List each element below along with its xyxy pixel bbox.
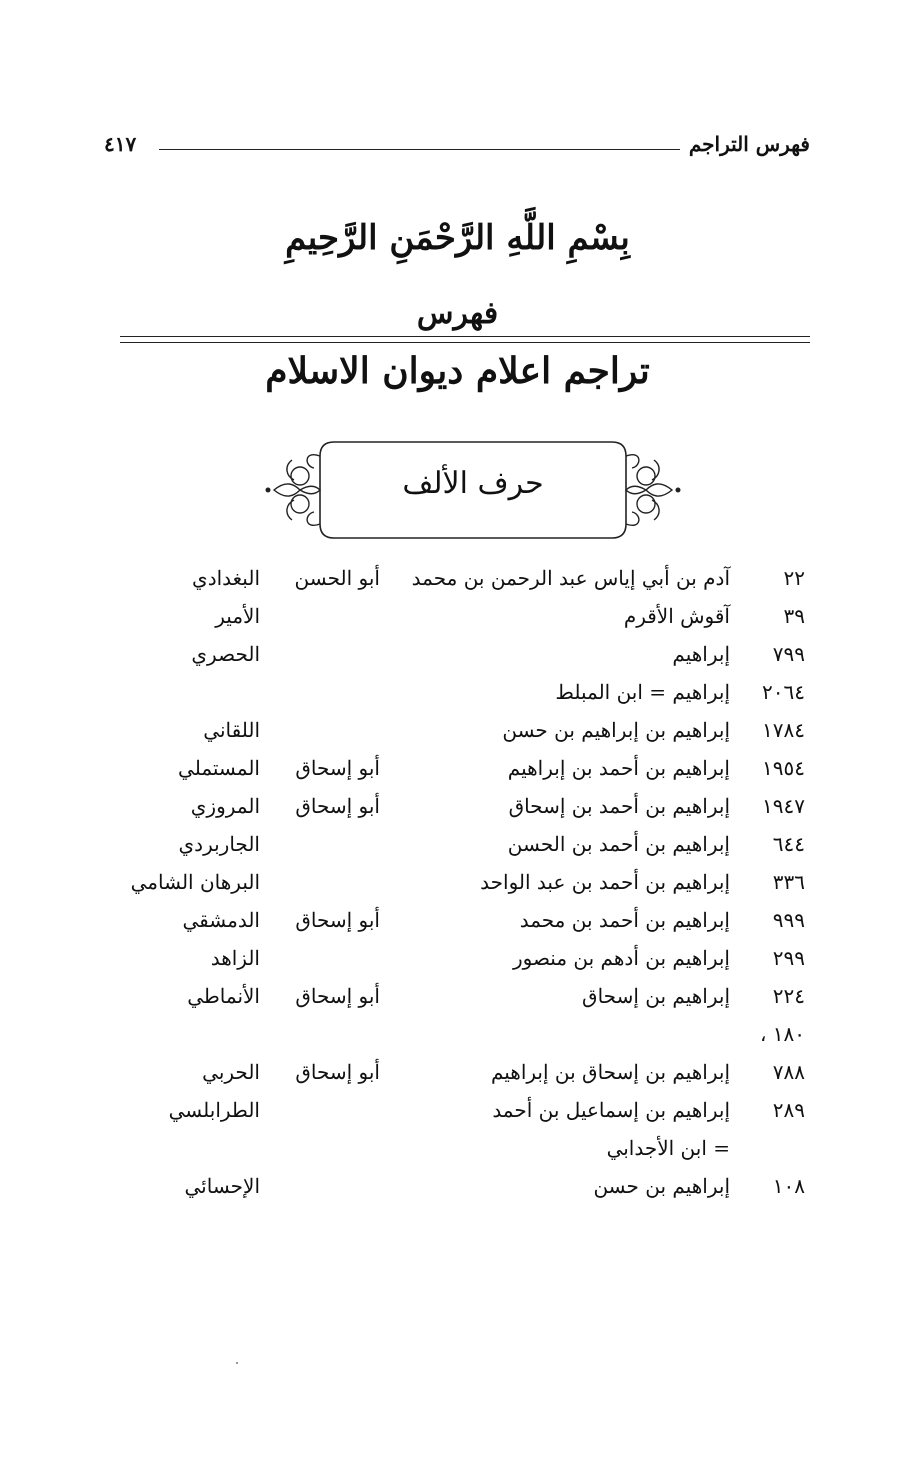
entry-nisba: المروزي (190, 794, 260, 818)
entry-nisba: المستملي (178, 756, 260, 780)
entry-nisba: الأنماطي (187, 984, 260, 1008)
entry-number: ١٩٥٤ (762, 756, 805, 780)
entry-name: = ابن الأجدابي (606, 1136, 730, 1160)
entry-number: ٧٩٩ (772, 642, 805, 666)
entry-number: ١٠٨ (772, 1174, 805, 1198)
entry-number: ٣٩ (783, 604, 805, 628)
entry-nisba: البرهان الشامي (130, 870, 260, 894)
entry-nisba: الحربي (202, 1060, 260, 1084)
index-entries (0, 566, 915, 1212)
index-entry-row (0, 604, 915, 642)
entry-number: ٢٢ (783, 566, 805, 590)
entry-name: آدم بن أبي إياس عبد الرحمن بن محمد (411, 566, 730, 590)
index-entry-row (0, 1174, 915, 1212)
entry-number: ٢٢٤ (772, 984, 805, 1008)
index-entry-row (0, 680, 915, 718)
entry-nisba: الأمير (215, 604, 260, 628)
index-entry-row (0, 984, 915, 1022)
entry-kunya: أبو إسحاق (295, 908, 380, 932)
entry-number: ٢٨٩ (772, 1098, 805, 1122)
entry-name: إبراهيم بن إسحاق بن إبراهيم (490, 1060, 730, 1084)
entry-name: إبراهيم = ابن المبلط (555, 680, 730, 704)
index-entry-row (0, 794, 915, 832)
index-entry-row (0, 1136, 915, 1174)
page-speck (236, 1362, 238, 1364)
entry-name: آقوش الأقرم (623, 604, 730, 628)
entry-name: إبراهيم بن أحمد بن عبد الواحد (480, 870, 730, 894)
index-entry-row (0, 946, 915, 984)
entry-kunya: أبو إسحاق (295, 984, 380, 1008)
entry-nisba: الطرابلسي (168, 1098, 260, 1122)
index-entry-row (0, 1060, 915, 1098)
entry-name: إبراهيم بن إبراهيم بن حسن (502, 718, 730, 742)
section-heading-frame (264, 436, 682, 544)
entry-nisba: البغدادي (192, 566, 260, 590)
section-heading: حرف الألف (402, 466, 544, 501)
index-entry-row (0, 1022, 915, 1060)
entry-number: ١٧٨٤ (762, 718, 805, 742)
index-entry-row (0, 566, 915, 604)
entry-name: إبراهيم بن أدهم بن منصور (512, 946, 730, 970)
index-entry-row (0, 870, 915, 908)
index-entry-row (0, 1098, 915, 1136)
entry-name: إبراهيم بن إسحاق (582, 984, 730, 1008)
index-entry-row (0, 756, 915, 794)
index-entry-row (0, 832, 915, 870)
entry-number: ١٩٤٧ (762, 794, 805, 818)
entry-name: إبراهيم (672, 642, 730, 666)
index-entry-row (0, 642, 915, 680)
entry-number: ٢٠٦٤ (762, 680, 805, 704)
entry-name: إبراهيم بن أحمد بن إسحاق (508, 794, 730, 818)
entry-number: ٣٣٦ (772, 870, 805, 894)
entry-number: ١٨٠ ، (759, 1022, 805, 1046)
entry-number: ٩٩٩ (772, 908, 805, 932)
running-title: فهرس التراجم (688, 132, 810, 156)
entry-number: ٢٩٩ (772, 946, 805, 970)
index-entry-row (0, 908, 915, 946)
entry-name: إبراهيم بن أحمد بن الحسن (507, 832, 730, 856)
header-rule (159, 149, 680, 150)
entry-name: إبراهيم بن حسن (593, 1174, 730, 1198)
entry-nisba: الدمشقي (182, 908, 260, 932)
entry-nisba: الحصري (191, 642, 260, 666)
main-title: تراجم اعلام ديوان الاسلام (265, 350, 650, 392)
index-title: فهرس (416, 296, 499, 331)
entry-kunya: أبو الحسن (294, 566, 380, 590)
entry-kunya: أبو إسحاق (295, 794, 380, 818)
double-rule-divider (120, 336, 810, 343)
page-number: ٤١٧ (104, 132, 137, 156)
entry-number: ٦٤٤ (772, 832, 805, 856)
entry-name: إبراهيم بن أحمد بن إبراهيم (507, 756, 730, 780)
entry-kunya: أبو إسحاق (295, 1060, 380, 1084)
entry-name: إبراهيم بن إسماعيل بن أحمد (492, 1098, 730, 1122)
entry-kunya: أبو إسحاق (295, 756, 380, 780)
entry-nisba: الجاربردي (178, 832, 260, 856)
index-entry-row (0, 718, 915, 756)
entry-nisba: اللقاني (203, 718, 260, 742)
entry-number: ٧٨٨ (772, 1060, 805, 1084)
running-header (104, 132, 810, 162)
entry-nisba: الإحسائي (184, 1174, 260, 1198)
entry-nisba: الزاهد (210, 946, 260, 970)
entry-name: إبراهيم بن أحمد بن محمد (519, 908, 730, 932)
basmala: بِسْمِ اللَّهِ الرَّحْمَنِ الرَّحِيمِ (285, 218, 630, 258)
